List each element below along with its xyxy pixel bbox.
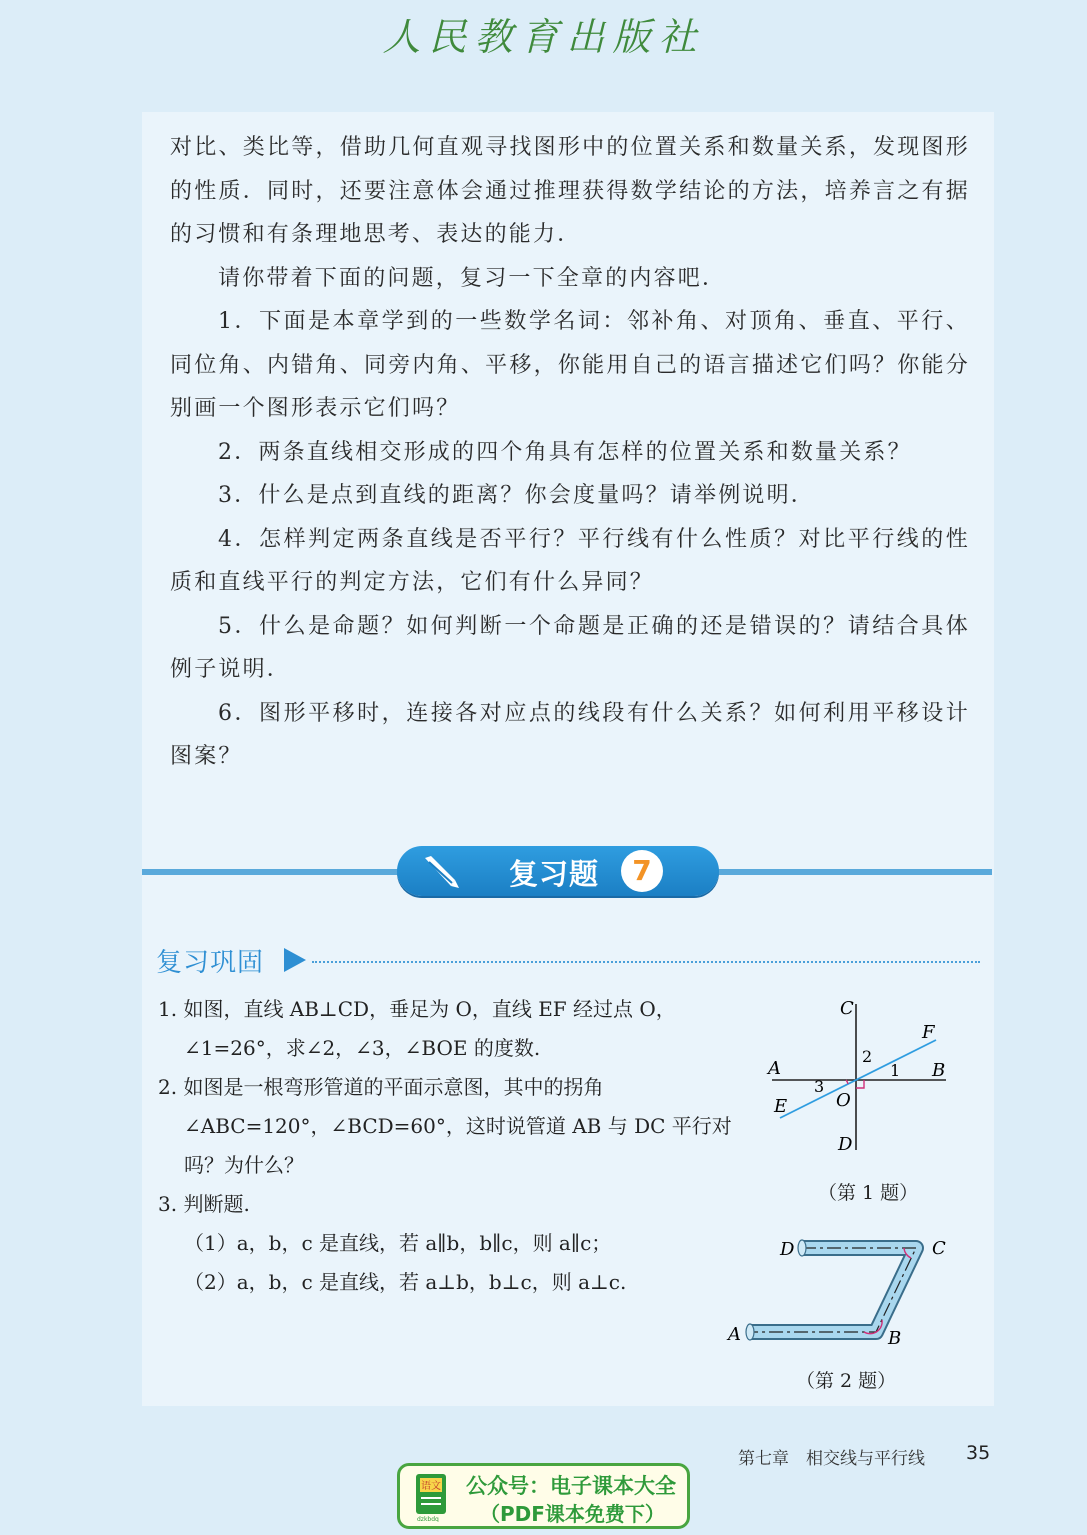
- label-C: C: [840, 998, 854, 1019]
- label-O: O: [836, 1090, 851, 1111]
- figure-2-pipe-diagram: [720, 1226, 960, 1356]
- watermark-line-2: （PDF课本免费下）: [480, 1502, 665, 1526]
- question-4: 4．怎样判定两条直线是否平行？平行线有什么性质？对比平行线的性质和直线平行的判定方法，它们有什么异同？: [170, 526, 970, 595]
- figure-1-caption: （第 1 题）: [818, 1182, 919, 1204]
- dotted-divider: [312, 961, 980, 963]
- question-1: 1．下面是本章学到的一些数学名词：邻补角、对顶角、垂直、平行、同位角、内错角、同旁内角、平移，你能用自己的语言描述它们吗？你能分别画一个图形表示它们吗？: [170, 309, 970, 421]
- label-A: A: [768, 1058, 781, 1079]
- question-5: 5．什么是命题？如何判断一个命题是正确的还是错误的？请结合具体例子说明．: [170, 613, 970, 682]
- exercise-text: 2. 如图是一根弯形管道的平面示意图，其中的拐角∠ABC=120°，∠BCD=60°，这时说管道 AB 与 DC 平行对吗？为什么？: [158, 1075, 732, 1177]
- label-C: C: [932, 1238, 946, 1259]
- chapter-title: 第七章 相交线与平行线: [738, 1449, 925, 1469]
- angle-3-label: 3: [814, 1077, 825, 1096]
- question-6: 6．图形平移时，连接各对应点的线段有什么关系？如何利用平移设计图案？: [170, 700, 970, 769]
- exercise-2: [158, 1068, 738, 1185]
- question-3: 3．什么是点到直线的距离？你会度量吗？请举例说明．: [218, 483, 815, 508]
- exercise-3: [158, 1185, 738, 1302]
- watermark-badge: [397, 1463, 690, 1529]
- banner-number: 7: [621, 850, 663, 892]
- exercise-sub-1: （1）a，b，c 是直线，若 a∥b，b∥c，则 a∥c；: [184, 1231, 612, 1255]
- banner-title: 复习题: [509, 857, 600, 891]
- section-title: 复习巩固: [156, 948, 265, 978]
- label-F: F: [922, 1022, 935, 1043]
- exercise-sub-2: （2）a，b，c 是直线，若 a⊥b，b⊥c，则 a⊥c.: [184, 1270, 627, 1294]
- angle-2-label: 2: [862, 1047, 873, 1066]
- summary-paragraph: 请你带着下面的问题，复习一下全章的内容吧．: [218, 265, 727, 291]
- watermark-line-1: 公众号：电子课本大全: [466, 1474, 676, 1498]
- question-2: 2．两条直线相交形成的四个角具有怎样的位置关系和数量关系？: [218, 439, 912, 465]
- page-number: 35: [966, 1442, 991, 1464]
- publisher-logo: 人民教育出版社: [382, 15, 705, 59]
- chapter-summary: [170, 126, 970, 779]
- label-B: B: [932, 1060, 946, 1081]
- label-A: A: [728, 1324, 741, 1345]
- book-sub-label: dzkbdq: [417, 1516, 439, 1522]
- review-banner: [397, 846, 719, 896]
- book-label: 语文: [421, 1481, 441, 1492]
- book-icon: [412, 1472, 452, 1522]
- exercise-text: 3. 判断题.: [158, 1192, 250, 1216]
- angle-1-label: 1: [890, 1061, 901, 1080]
- pencil-icon: [421, 854, 461, 890]
- label-E: E: [774, 1096, 788, 1117]
- figure-2-caption: （第 2 题）: [796, 1370, 897, 1392]
- exercise-1: [158, 990, 738, 1068]
- figure-1-diagram: [760, 996, 970, 1166]
- label-B: B: [888, 1328, 902, 1349]
- label-D: D: [780, 1239, 795, 1260]
- label-D: D: [838, 1134, 853, 1155]
- exercise-text: 1. 如图，直线 AB⊥CD，垂足为 O，直线 EF 经过点 O，∠1=26°，求∠2，∠3，∠BOE 的度数.: [158, 997, 676, 1060]
- summary-paragraph: 对比、类比等，借助几何直观寻找图形中的位置关系和数量关系，发现图形的性质．同时，还要注意体会通过推理获得数学结论的方法，培养言之有据的习惯和有条理地思考、表达的能力．: [170, 135, 970, 247]
- triangle-arrow-icon: [284, 948, 306, 972]
